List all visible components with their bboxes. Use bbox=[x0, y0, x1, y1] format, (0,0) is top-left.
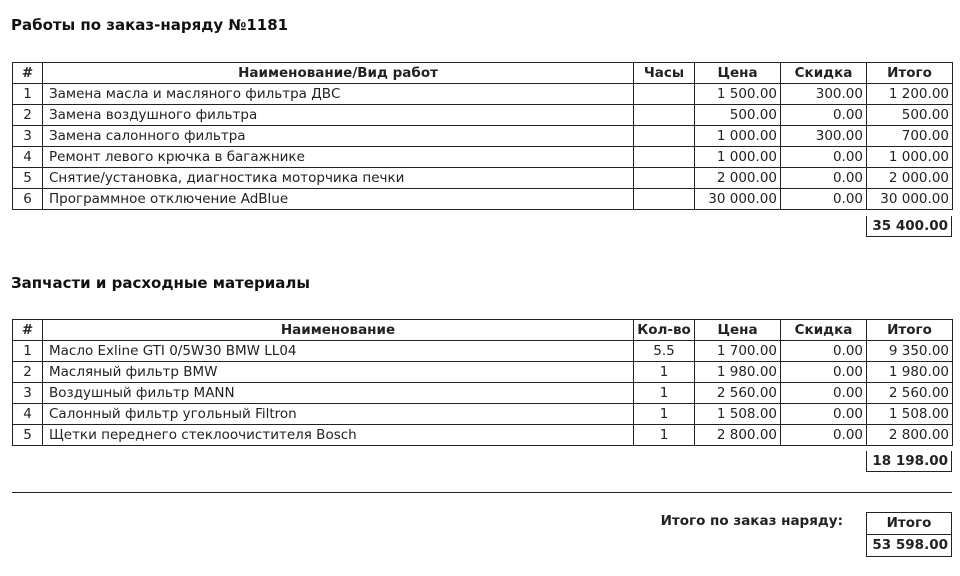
divider bbox=[12, 492, 952, 493]
grand-total-value: 53 598.00 bbox=[872, 537, 948, 553]
cell-total: 2 800.00 bbox=[867, 425, 953, 446]
cell-total: 2 000.00 bbox=[867, 168, 953, 189]
cell-qty bbox=[634, 189, 695, 210]
col-header-qty: Часы bbox=[634, 63, 695, 84]
table-row bbox=[13, 189, 953, 210]
cell-total: 1 980.00 bbox=[867, 362, 953, 383]
grand-total-box bbox=[866, 512, 952, 557]
header-row bbox=[13, 320, 953, 341]
grand-total-header: Итого bbox=[867, 513, 951, 535]
parts-total: 18 198.00 bbox=[866, 451, 952, 472]
cell-qty bbox=[634, 105, 695, 126]
cell-qty: 1 bbox=[634, 404, 695, 425]
cell-qty bbox=[634, 84, 695, 105]
parts-table bbox=[12, 319, 953, 446]
works-title: Работы по заказ-наряду №1181 bbox=[11, 16, 289, 34]
cell-name: Щетки переднего стеклоочистителя Bosch bbox=[43, 425, 634, 446]
cell-name: Салонный фильтр угольный Filtron bbox=[43, 404, 634, 425]
table-row bbox=[13, 84, 953, 105]
cell-price: 1 980.00 bbox=[695, 362, 781, 383]
header-row bbox=[13, 63, 953, 84]
cell-total: 500.00 bbox=[867, 105, 953, 126]
cell-price: 1 700.00 bbox=[695, 341, 781, 362]
table-row bbox=[13, 168, 953, 189]
cell-num: 5 bbox=[13, 425, 43, 446]
works-total: 35 400.00 bbox=[866, 216, 952, 237]
cell-name: Замена салонного фильтра bbox=[43, 126, 634, 147]
cell-discount: 0.00 bbox=[781, 425, 867, 446]
table-row bbox=[13, 383, 953, 404]
cell-num: 5 bbox=[13, 168, 43, 189]
cell-num: 3 bbox=[13, 126, 43, 147]
col-header-name: Наименование/Вид работ bbox=[43, 63, 634, 84]
cell-price: 2 800.00 bbox=[695, 425, 781, 446]
cell-qty bbox=[634, 126, 695, 147]
cell-price: 500.00 bbox=[695, 105, 781, 126]
col-header-num: # bbox=[13, 320, 43, 341]
parts-title: Запчасти и расходные материалы bbox=[11, 274, 310, 292]
cell-price: 1 500.00 bbox=[695, 84, 781, 105]
cell-num: 2 bbox=[13, 362, 43, 383]
table-row bbox=[13, 126, 953, 147]
cell-discount: 0.00 bbox=[781, 168, 867, 189]
cell-num: 2 bbox=[13, 105, 43, 126]
col-header-price: Цена bbox=[695, 63, 781, 84]
table-row bbox=[13, 147, 953, 168]
col-header-num: # bbox=[13, 63, 43, 84]
cell-discount: 0.00 bbox=[781, 362, 867, 383]
cell-num: 6 bbox=[13, 189, 43, 210]
cell-name: Замена масла и масляного фильтра ДВС bbox=[43, 84, 634, 105]
cell-num: 3 bbox=[13, 383, 43, 404]
cell-total: 700.00 bbox=[867, 126, 953, 147]
cell-discount: 300.00 bbox=[781, 126, 867, 147]
works-table bbox=[12, 62, 953, 210]
cell-qty: 1 bbox=[634, 383, 695, 404]
cell-discount: 0.00 bbox=[781, 147, 867, 168]
table-row bbox=[13, 105, 953, 126]
cell-discount: 300.00 bbox=[781, 84, 867, 105]
col-header-discount: Скидка bbox=[781, 63, 867, 84]
cell-num: 1 bbox=[13, 341, 43, 362]
cell-price: 1 508.00 bbox=[695, 404, 781, 425]
cell-qty bbox=[634, 168, 695, 189]
cell-qty: 1 bbox=[634, 425, 695, 446]
cell-name: Масляный фильтр BMW bbox=[43, 362, 634, 383]
cell-qty bbox=[634, 147, 695, 168]
cell-name: Воздушный фильтр MANN bbox=[43, 383, 634, 404]
grand-total-label: Итого по заказ наряду: bbox=[660, 513, 843, 529]
table-row bbox=[13, 404, 953, 425]
cell-discount: 0.00 bbox=[781, 105, 867, 126]
cell-price: 1 000.00 bbox=[695, 126, 781, 147]
cell-price: 1 000.00 bbox=[695, 147, 781, 168]
cell-price: 2 000.00 bbox=[695, 168, 781, 189]
cell-name: Программное отключение AdBlue bbox=[43, 189, 634, 210]
col-header-qty: Кол-во bbox=[634, 320, 695, 341]
cell-total: 9 350.00 bbox=[867, 341, 953, 362]
col-header-total: Итого bbox=[867, 320, 953, 341]
cell-num: 4 bbox=[13, 404, 43, 425]
col-header-price: Цена bbox=[695, 320, 781, 341]
cell-discount: 0.00 bbox=[781, 383, 867, 404]
col-header-discount: Скидка bbox=[781, 320, 867, 341]
cell-name: Снятие/установка, диагностика моторчика печки bbox=[43, 168, 634, 189]
cell-total: 30 000.00 bbox=[867, 189, 953, 210]
cell-total: 1 000.00 bbox=[867, 147, 953, 168]
cell-qty: 1 bbox=[634, 362, 695, 383]
cell-total: 1 200.00 bbox=[867, 84, 953, 105]
table-row bbox=[13, 341, 953, 362]
col-header-name: Наименование bbox=[43, 320, 634, 341]
cell-total: 2 560.00 bbox=[867, 383, 953, 404]
cell-num: 4 bbox=[13, 147, 43, 168]
cell-qty: 5.5 bbox=[634, 341, 695, 362]
cell-price: 2 560.00 bbox=[695, 383, 781, 404]
table-row bbox=[13, 425, 953, 446]
cell-discount: 0.00 bbox=[781, 189, 867, 210]
cell-price: 30 000.00 bbox=[695, 189, 781, 210]
cell-discount: 0.00 bbox=[781, 341, 867, 362]
cell-total: 1 508.00 bbox=[867, 404, 953, 425]
cell-discount: 0.00 bbox=[781, 404, 867, 425]
table-row bbox=[13, 362, 953, 383]
cell-name: Ремонт левого крючка в багажнике bbox=[43, 147, 634, 168]
col-header-total: Итого bbox=[867, 63, 953, 84]
cell-name: Замена воздушного фильтра bbox=[43, 105, 634, 126]
cell-name: Масло Exline GTI 0/5W30 BMW LL04 bbox=[43, 341, 634, 362]
cell-num: 1 bbox=[13, 84, 43, 105]
